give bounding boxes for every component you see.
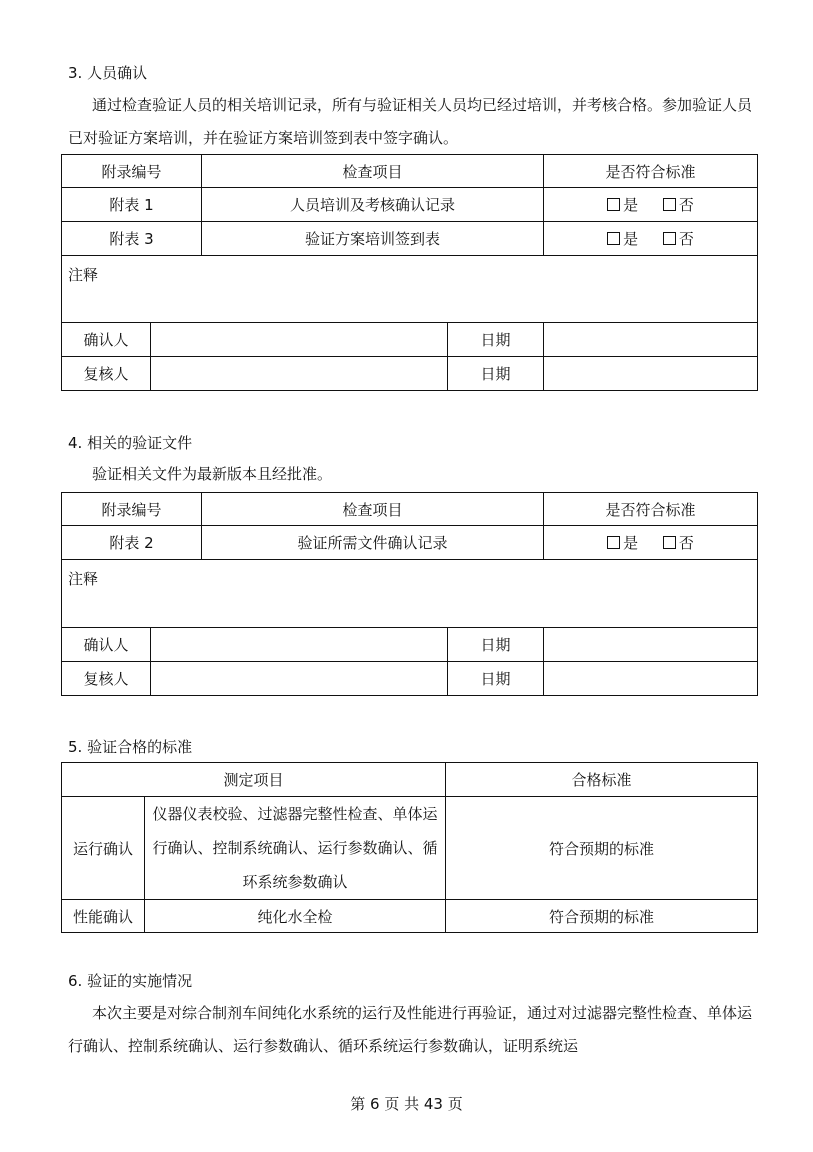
review-date-field[interactable] (544, 357, 758, 391)
checkbox-icon (607, 198, 620, 211)
header-appendix-no: 附录编号 (62, 155, 202, 188)
appendix-code: 附表 1 (62, 188, 202, 222)
test-items-cell: 仪器仪表校验、过滤器完整性检查、单体运行确认、控制系统确认、运行参数确认、循环系统参数确认 (145, 797, 446, 900)
section-4-heading: 4. 相关的验证文件 (68, 434, 193, 452)
table-header-row (62, 493, 758, 526)
date-label: 日期 (448, 662, 544, 696)
confirm-row (62, 628, 758, 662)
header-acceptance-standard: 合格标准 (446, 763, 758, 797)
acceptance-criteria-table (61, 762, 758, 933)
section-6-paragraph: 本次主要是对综合制剂车间纯化水系统的运行及性能进行再验证，通过对过滤器完整性检查、单体运行确认、控制系统确认、运行参数确认、循环系统运行参数确认，证明系统运 (68, 1004, 753, 1055)
checkbox-icon (663, 232, 676, 245)
check-item: 人员培训及考核确认记录 (202, 188, 544, 222)
note-field[interactable] (62, 256, 758, 323)
table-row (62, 222, 758, 256)
documents-check-table (61, 492, 758, 696)
checkbox-icon (607, 536, 620, 549)
confirm-date-field[interactable] (544, 323, 758, 357)
table-row (62, 188, 758, 222)
header-appendix-no: 附录编号 (62, 493, 202, 526)
header-check-item: 检查项目 (202, 493, 544, 526)
review-row (62, 357, 758, 391)
no-option[interactable] (663, 194, 694, 215)
header-compliance: 是否符合标准 (544, 493, 758, 526)
no-label: 否 (678, 534, 694, 552)
no-label: 否 (678, 230, 694, 248)
confirmer-label: 确认人 (62, 323, 151, 357)
reviewer-field[interactable] (151, 662, 448, 696)
reviewer-label: 复核人 (62, 357, 151, 391)
review-row (62, 662, 758, 696)
table-header-row (62, 155, 758, 188)
confirm-date-field[interactable] (544, 628, 758, 662)
header-test-item: 测定项目 (62, 763, 446, 797)
category-cell: 性能确认 (62, 900, 145, 933)
section-5-heading: 5. 验证合格的标准 (68, 738, 193, 756)
yes-label: 是 (623, 534, 639, 552)
note-row (62, 256, 758, 323)
header-check-item: 检查项目 (202, 155, 544, 188)
section-6-heading: 6. 验证的实施情况 (68, 972, 193, 990)
date-label: 日期 (448, 323, 544, 357)
note-row (62, 560, 758, 628)
personnel-check-table (61, 154, 758, 391)
check-item: 验证所需文件确认记录 (202, 526, 544, 560)
confirmer-field[interactable] (151, 323, 448, 357)
table-row (62, 797, 758, 900)
yes-label: 是 (623, 196, 639, 214)
checkbox-icon (663, 536, 676, 549)
yes-option[interactable] (607, 532, 638, 553)
confirmer-label: 确认人 (62, 628, 151, 662)
compliance-options (544, 188, 758, 222)
note-field[interactable] (62, 560, 758, 628)
header-compliance: 是否符合标准 (544, 155, 758, 188)
test-items-cell: 纯化水全检 (145, 900, 446, 933)
date-label: 日期 (448, 628, 544, 662)
no-option[interactable] (663, 532, 694, 553)
table-header-row (62, 763, 758, 797)
yes-option[interactable] (607, 228, 638, 249)
checkbox-icon (663, 198, 676, 211)
confirmer-field[interactable] (151, 628, 448, 662)
note-label: 注释 (68, 570, 99, 588)
yes-option[interactable] (607, 194, 638, 215)
standard-cell: 符合预期的标准 (446, 797, 758, 900)
table-row (62, 526, 758, 560)
yes-label: 是 (623, 230, 639, 248)
checkbox-icon (607, 232, 620, 245)
date-label: 日期 (448, 357, 544, 391)
category-cell: 运行确认 (62, 797, 145, 900)
standard-cell: 符合预期的标准 (446, 900, 758, 933)
note-label: 注释 (68, 266, 99, 284)
reviewer-label: 复核人 (62, 662, 151, 696)
appendix-code: 附表 2 (62, 526, 202, 560)
appendix-code: 附表 3 (62, 222, 202, 256)
section-3-paragraph: 通过检查验证人员的相关培训记录，所有与验证相关人员均已经过培训，并考核合格。参加验证人员已对验证方案培训，并在验证方案培训签到表中签字确认。 (68, 96, 753, 147)
no-label: 否 (678, 196, 694, 214)
review-date-field[interactable] (544, 662, 758, 696)
reviewer-field[interactable] (151, 357, 448, 391)
compliance-options (544, 526, 758, 560)
compliance-options (544, 222, 758, 256)
no-option[interactable] (663, 228, 694, 249)
table-row (62, 900, 758, 933)
page-footer: 第 6 页 共 43 页 (350, 1095, 463, 1113)
check-item: 验证方案培训签到表 (202, 222, 544, 256)
confirm-row (62, 323, 758, 357)
section-3-heading: 3. 人员确认 (68, 64, 148, 82)
section-4-paragraph: 验证相关文件为最新版本且经批准。 (92, 465, 333, 483)
